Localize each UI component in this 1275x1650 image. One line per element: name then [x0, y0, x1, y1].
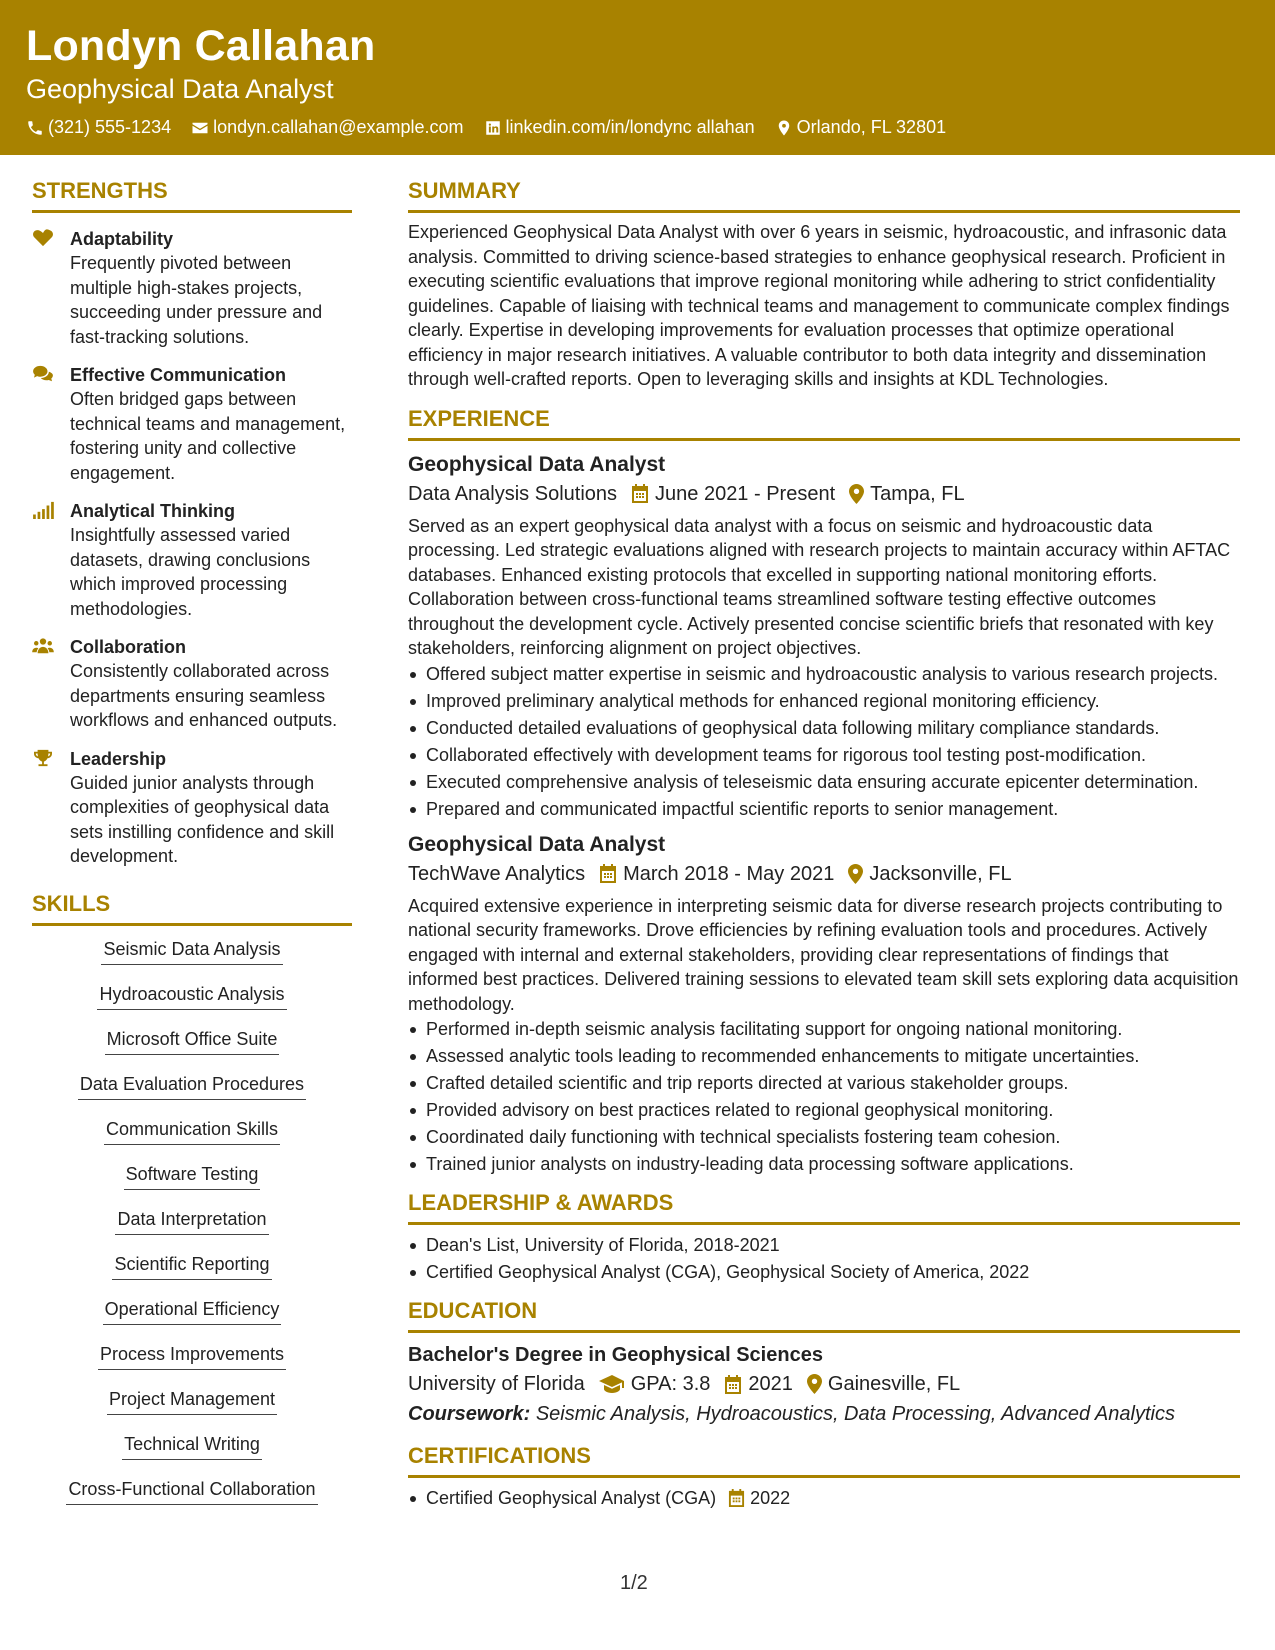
map-pin-icon	[849, 484, 864, 504]
strength-desc: Frequently pivoted between multiple high-stakes projects, succeeding under pressure and fast-tracking solutions.	[70, 253, 323, 347]
envelope-icon	[191, 119, 209, 137]
summary-heading: SUMMARY	[408, 178, 1240, 213]
comments-icon	[32, 365, 54, 383]
job-meta	[408, 479, 1240, 509]
strength-desc: Consistently collaborated across departments ensuring seamless workflows and enhanced outputs.	[70, 661, 338, 730]
skill-item: Project Management	[107, 1388, 277, 1415]
school-name: University of Florida	[408, 1373, 585, 1395]
phone-icon	[26, 119, 44, 137]
linkedin-icon	[484, 119, 502, 137]
job-location: Tampa, FL	[870, 482, 965, 505]
skills-list	[32, 938, 352, 1523]
candidate-name: Londyn Callahan	[26, 22, 376, 70]
education-heading: EDUCATION	[408, 1298, 1240, 1333]
skill-item: Process Improvements	[98, 1343, 286, 1370]
degree-title: Bachelor's Degree in Geophysical Sciences	[408, 1344, 823, 1366]
certification-item	[408, 1486, 1240, 1510]
graduation-year: 2021	[748, 1373, 793, 1395]
map-pin-icon	[807, 1374, 822, 1394]
job-description: Served as an expert geophysical data analyst with a focus on seismic and hydroacoustic data processing. Led strategic evaluations aligned with research projects to maintain accuracy within AFTAC databases. Enhanced existing protocols that excelled in supporting national monitoring efforts. Collaboration between cross-functional teams streamlined software testing effective outcomes throughout the development cycle. Actively presented concise scientific briefs that resonated with key stakeholders, reinforcing alignment on project objectives.	[408, 515, 1231, 658]
job-title: Geophysical Data Analyst	[408, 452, 666, 476]
job-meta	[408, 859, 1240, 889]
bullet-item: Collaborated effectively with development teams for rigorous tool testing post-modification.	[408, 743, 1240, 767]
skill-item: Microsoft Office Suite	[105, 1028, 280, 1055]
job-description: Acquired extensive experience in interpreting seismic data for diverse research projects contributing to national security frameworks. Drove efficiencies by refining evaluation tools and procedures. Actively engaged with internal and external stakeholders, providing clear representations of findings that informed best practices. Delivered training sessions to elevated team skill sets exploring data acquisition methodology.	[408, 895, 1239, 1014]
left-column	[32, 178, 352, 1523]
page-number: 1/2	[620, 1572, 648, 1594]
strength-desc: Guided junior analysts through complexities of geophysical data sets instilling confidence and skill development.	[70, 772, 335, 866]
education-meta	[408, 1369, 1240, 1399]
skill-item: Data Interpretation	[115, 1208, 268, 1235]
bullet-item: Conducted detailed evaluations of geophysical data following military compliance standards.	[408, 716, 1240, 740]
calendar-icon	[728, 1489, 745, 1507]
bullet-item: Executed comprehensive analysis of teleseismic data ensuring accurate epicenter determination.	[408, 770, 1240, 794]
calendar-icon	[599, 864, 617, 883]
map-pin-icon	[775, 119, 793, 137]
contact-bar	[26, 117, 966, 138]
certifications-heading: CERTIFICATIONS	[408, 1443, 1240, 1478]
contact-location	[775, 117, 946, 138]
skill-item: Seismic Data Analysis	[101, 938, 282, 965]
bullet-item: Performed in-depth seismic analysis facilitating support for ongoing national monitoring.	[408, 1017, 1240, 1041]
strength-title: Collaboration	[70, 637, 186, 657]
certification-year: 2022	[750, 1488, 791, 1508]
bullet-item: Prepared and communicated impactful scientific reports to senior management.	[408, 797, 1240, 821]
awards-list	[408, 1233, 1240, 1284]
graduation-cap-icon	[599, 1375, 625, 1393]
heart-icon	[32, 229, 54, 247]
email-text: londyn.callahan@example.com	[213, 117, 464, 137]
skill-item: Cross-Functional Collaboration	[66, 1478, 317, 1505]
bullet-item: Trained junior analysts on industry-leading data processing software applications.	[408, 1152, 1240, 1176]
strength-title: Adaptability	[70, 229, 174, 249]
strength-item	[32, 227, 352, 349]
awards-heading: LEADERSHIP & AWARDS	[408, 1190, 1240, 1225]
contact-phone[interactable]	[26, 117, 171, 138]
map-pin-icon	[848, 864, 863, 884]
skill-item: Software Testing	[124, 1163, 261, 1190]
award-item: Dean's List, University of Florida, 2018-2021	[408, 1233, 1240, 1257]
calendar-icon	[724, 1375, 742, 1394]
bullet-item: Improved preliminary analytical methods for enhanced regional monitoring efficiency.	[408, 689, 1240, 713]
users-icon	[32, 637, 54, 655]
experience-heading: EXPERIENCE	[408, 406, 1240, 441]
strength-item	[32, 747, 352, 869]
job-entry	[408, 831, 1240, 1177]
strength-item	[32, 635, 352, 733]
contact-email[interactable]	[191, 117, 463, 138]
summary-text: Experienced Geophysical Data Analyst with over 6 years in seismic, hydroacoustic, and infrasonic data analysis. Committed to driving science-based strategies to enhance geophysical research. Proficient in executing scientific evaluations that improve regional monitoring while adhering to strict confidentiality guidelines. Capable of liaising with technical teams and management to communicate complex findings clearly. Expertise in developing improvements for evaluation processes that optimize operational efficiency in major research initiatives. A valuable contributor to both data integrity and dissemination through well-crafted reports. Open to leveraging skills and insights at KDL Technologies.	[408, 222, 1230, 389]
candidate-title: Geophysical Data Analyst	[26, 74, 334, 104]
skill-item: Hydroacoustic Analysis	[97, 983, 286, 1010]
school-location: Gainesville, FL	[827, 1373, 961, 1395]
job-bullets	[408, 1017, 1240, 1176]
bullet-item: Crafted detailed scientific and trip reports directed at various stakeholder groups.	[408, 1071, 1240, 1095]
calendar-icon	[631, 484, 649, 503]
job-bullets	[408, 662, 1240, 821]
job-entry	[408, 451, 1240, 821]
skill-item: Data Evaluation Procedures	[78, 1073, 306, 1100]
job-location: Jacksonville, FL	[869, 862, 1012, 885]
company-name: TechWave Analytics	[408, 862, 586, 885]
right-column	[408, 178, 1240, 1513]
phone-text: (321) 555-1234	[48, 117, 172, 137]
trophy-icon	[32, 749, 54, 767]
skill-item: Scientific Reporting	[112, 1253, 271, 1280]
strength-desc: Often bridged gaps between technical teams and management, fostering unity and collective engagement.	[70, 389, 346, 483]
job-dates: March 2018 - May 2021	[623, 862, 835, 885]
strength-item	[32, 363, 352, 485]
bullet-item: Provided advisory on best practices related to regional geophysical monitoring.	[408, 1098, 1240, 1122]
company-name: Data Analysis Solutions	[408, 482, 618, 505]
strengths-heading: STRENGTHS	[32, 178, 352, 213]
linkedin-text: linkedin.com/in/londync allahan	[505, 117, 755, 137]
bullet-item: Offered subject matter expertise in seismic and hydroacoustic analysis to various research projects.	[408, 662, 1240, 686]
strength-desc: Insightfully assessed varied datasets, drawing conclusions which improved processing methodologies.	[70, 525, 311, 619]
location-text: Orlando, FL 32801	[796, 117, 947, 137]
strength-title: Analytical Thinking	[70, 501, 236, 521]
coursework-label: Coursework:	[408, 1403, 531, 1425]
skills-heading: SKILLS	[32, 891, 352, 926]
bullet-item: Coordinated daily functioning with technical specialists fostering team cohesion.	[408, 1125, 1240, 1149]
job-title: Geophysical Data Analyst	[408, 832, 666, 856]
contact-linkedin[interactable]	[484, 117, 755, 138]
coursework-list: Seismic Analysis, Hydroacoustics, Data Processing, Advanced Analytics	[535, 1403, 1175, 1425]
strength-title: Effective Communication	[70, 365, 287, 385]
certifications-list	[408, 1486, 1240, 1510]
job-dates: June 2021 - Present	[655, 482, 836, 505]
skill-item: Communication Skills	[104, 1118, 280, 1145]
strength-item	[32, 499, 352, 621]
skill-item: Technical Writing	[122, 1433, 262, 1460]
skill-item: Operational Efficiency	[103, 1298, 282, 1325]
award-item: Certified Geophysical Analyst (CGA), Geophysical Society of America, 2022	[408, 1260, 1240, 1284]
resume-header	[0, 0, 1275, 155]
certification-name: Certified Geophysical Analyst (CGA)	[426, 1488, 717, 1508]
gpa-text: GPA: 3.8	[630, 1373, 711, 1395]
bullet-item: Assessed analytic tools leading to recommended enhancements to mitigate uncertainties.	[408, 1044, 1240, 1068]
coursework	[408, 1399, 1240, 1429]
strength-title: Leadership	[70, 748, 167, 769]
signal-bars-icon	[32, 501, 54, 519]
